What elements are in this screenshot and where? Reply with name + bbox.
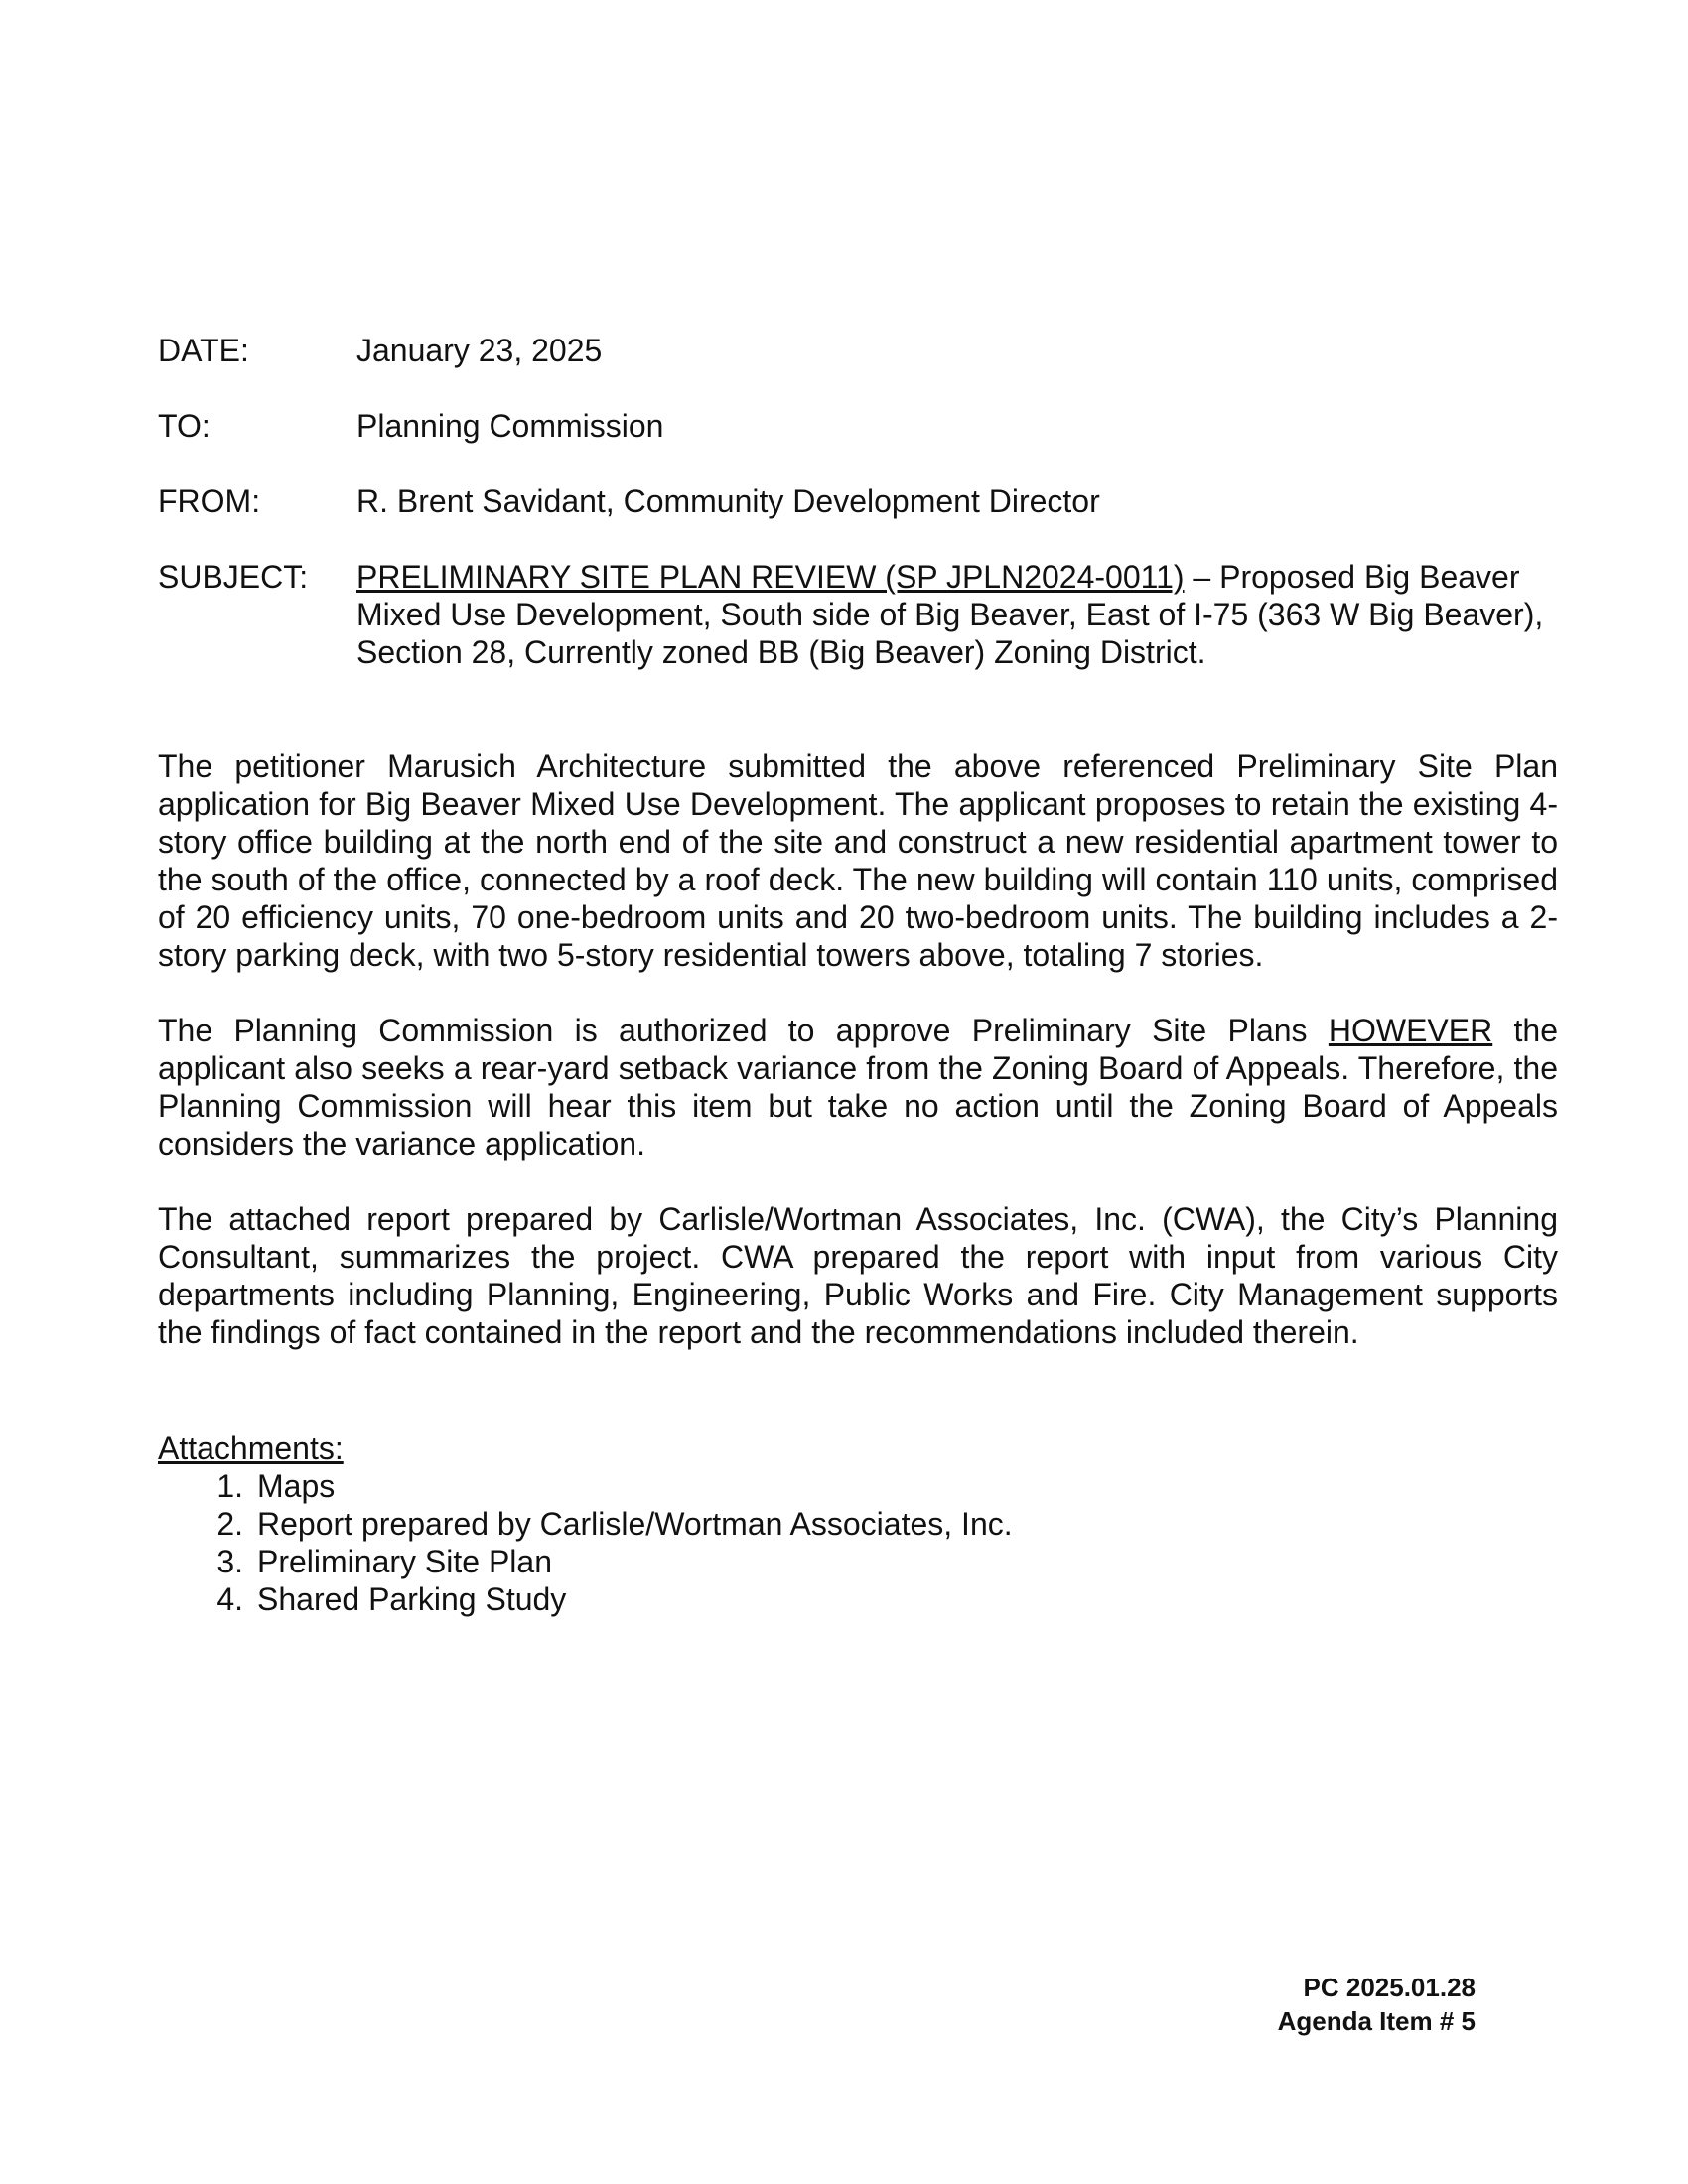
attachment-number: 4. (216, 1581, 243, 1617)
attachment-label: Preliminary Site Plan (257, 1544, 552, 1579)
from-row (158, 482, 1558, 520)
agenda-footer (1278, 1971, 1476, 2038)
attachment-label: Maps (257, 1468, 336, 1504)
attachments-list (158, 1467, 1449, 1618)
paragraph-report: The attached report prepared by Carlisle/Wortman Associates, Inc. (CWA), the City’s Planning Consultant, summarizes the project. CWA prepared the report with input from various City departments including Planning, Engineering, Public Works and Fire. City Management supports the findings of fact contained in the report and the recommendations included therein. (158, 1201, 1558, 1350)
attachment-number: 2. (216, 1506, 243, 1542)
subject-row (158, 558, 1558, 671)
paragraph-authority (158, 1012, 1558, 1162)
attachment-label: Report prepared by Carlisle/Wortman Associates, Inc. (257, 1506, 1013, 1542)
date-value: January 23, 2025 (356, 333, 603, 368)
attachment-item (158, 1505, 1449, 1543)
attachment-item (158, 1580, 1449, 1618)
from-label: FROM: (158, 483, 261, 519)
attachment-label: Shared Parking Study (257, 1581, 567, 1617)
paragraph-authority-end: the applicant also seeks a rear-yard setback variance from the Zoning Board of Appeals. Therefore, the Planning Commission will hear this item but take no action until the Zoning Board of Appeals considers the variance application. (158, 1013, 1559, 1161)
attachment-number: 1. (216, 1468, 243, 1504)
memo-body (158, 748, 1558, 1389)
emphasis-however: HOWEVER (1328, 1013, 1493, 1048)
to-row (158, 407, 1558, 445)
to-label: TO: (158, 408, 211, 444)
attachment-number: 3. (216, 1544, 243, 1579)
agenda-item-number: Agenda Item # 5 (1277, 2006, 1476, 2036)
attachments-section (158, 1430, 1449, 1618)
attachments-title: Attachments: (158, 1431, 344, 1466)
subject-description: – Proposed Big Beaver Mixed Use Development, South side of Big Beaver, East of I-75 (363 W Big Beaver), Section 28, Currently zoned BB (Big Beaver) Zoning District. (356, 559, 1544, 670)
meeting-code: PC 2025.01.28 (1303, 1973, 1476, 2002)
to-value: Planning Commission (356, 408, 664, 444)
date-row (158, 332, 1558, 369)
memo-header (158, 332, 1558, 709)
paragraph-authority-start: The Planning Commission is authorized to approve Preliminary Site Plans (158, 1013, 1329, 1048)
from-value: R. Brent Savidant, Community Development Director (356, 483, 1100, 519)
attachment-item (158, 1543, 1449, 1580)
subject-label: SUBJECT: (158, 559, 309, 595)
attachment-item (158, 1467, 1449, 1505)
date-label: DATE: (158, 333, 249, 368)
paragraph-petition: The petitioner Marusich Architecture submitted the above referenced Preliminary Site Plan application for Big Beaver Mixed Use Development. The applicant proposes to retain the existing 4-story office building at the north end of the site and construct a new residential apartment tower to the south of the office, connected by a roof deck. The new building will contain 110 units, comprised of 20 efficiency units, 70 one-bedroom units and 20 two-bedroom units. The building includes a 2-story parking deck, with two 5-story residential towers above, totaling 7 stories. (158, 749, 1558, 973)
subject-value (356, 558, 1558, 671)
subject-title: PRELIMINARY SITE PLAN REVIEW (SP JPLN2024-0011) (356, 559, 1185, 595)
